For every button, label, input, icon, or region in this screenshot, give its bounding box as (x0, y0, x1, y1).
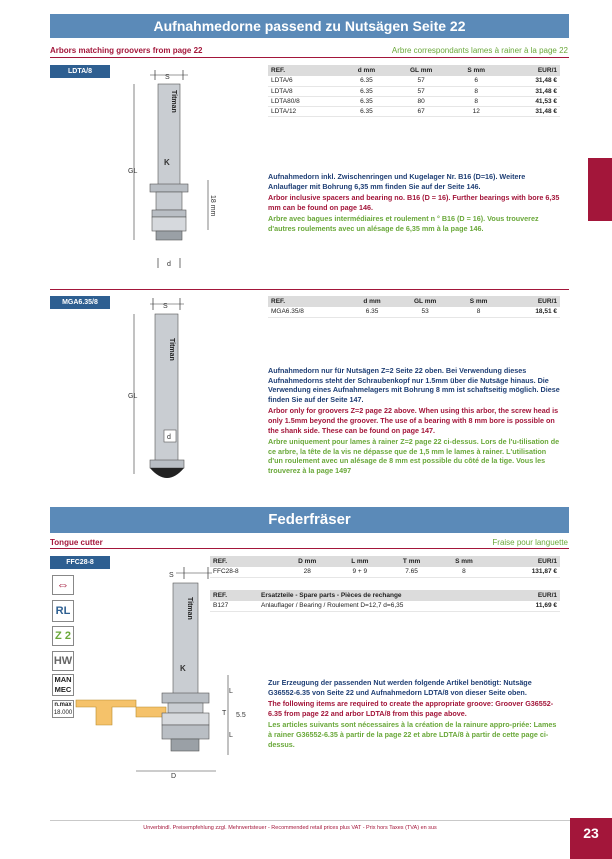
section3-subtitle-en: Tongue cutter (50, 538, 103, 547)
header-divider (50, 57, 569, 58)
shank-mark-1: K (164, 158, 170, 167)
cell: 9 + 9 (334, 567, 386, 577)
col-gl: GL mm (391, 65, 451, 76)
max-speed-icon (52, 700, 74, 718)
subtitle-fr: Arbre correspondants lames à rainer à la page 22 (391, 46, 568, 55)
price-cell: 31,48 € (501, 86, 560, 96)
cell: 6 (451, 76, 501, 86)
section2-table (268, 296, 560, 318)
dim-t-value: 5.5 (236, 712, 246, 719)
man-label: MAN (54, 675, 72, 684)
section3-tag: FFC28-8 (50, 556, 110, 569)
teeth-z2-icon: Z 2 (52, 626, 74, 646)
cell: 8 (438, 567, 491, 577)
table-row (268, 307, 560, 317)
desc-de: Aufnahmedorn inkl. Zwischenringen und Kugelager Nr. B16 (D=16). Weitere Anlauflager mit Bohrung 6,35 mm finden Sie auf der Seite 146. (268, 172, 526, 191)
col-parts: Ersatzteile - Spare parts - Pièces de rechange (258, 590, 513, 601)
page-number: 23 (570, 818, 612, 859)
table-row (268, 96, 560, 106)
cell: 80 (391, 96, 451, 106)
cell: 57 (391, 76, 451, 86)
cell: 7.65 (386, 567, 438, 577)
brand-label-1: Titman (170, 90, 177, 113)
cell: B127 (210, 601, 258, 611)
desc-fr: Arbre avec bagues intermédiaires et roulement n ° B16 (D = 16). Vous trouverez d'autres roulements avec un alésage de 6,35 mm à la page 146. (268, 214, 539, 233)
section3-description (268, 678, 560, 751)
dim-s-label: S (165, 74, 170, 81)
section3-subtitle-fr: Fraise pour languette (492, 538, 568, 547)
cell: LDTA/12 (268, 106, 342, 116)
cell: Anlauflager / Bearing / Roulement D=12,7 d=6,35 (258, 601, 513, 611)
cell: LDTA80/8 (268, 96, 342, 106)
table-row (268, 76, 560, 86)
hw-carbide-icon: HW (52, 651, 74, 671)
section2-description (268, 366, 560, 478)
price-cell: 41,53 € (501, 96, 560, 106)
dim-s-label-3: S (169, 572, 174, 579)
cell: 6.35 (348, 307, 396, 317)
col-price: EUR/1 (501, 65, 560, 76)
side-tab-marker (588, 158, 612, 221)
col-s: S mm (438, 556, 491, 567)
dim-d-label: d (167, 261, 171, 268)
spare-parts-table (210, 590, 560, 612)
cell: LDTA/6 (268, 76, 342, 86)
col-d: d mm (342, 65, 391, 76)
col-ref: REF. (210, 590, 258, 601)
cell: 53 (396, 307, 454, 317)
cell: 67 (391, 106, 451, 116)
section1-tag: LDTA/8 (50, 65, 110, 78)
mec-label: MEC (54, 685, 72, 694)
cell: 6.35 (342, 76, 391, 86)
price-cell: 131,87 € (490, 567, 560, 577)
col-d: d mm (348, 296, 396, 307)
man-mec-icon (52, 674, 74, 696)
nmax-value: 18.000 (53, 710, 73, 716)
brand-label-3: Titman (186, 597, 193, 620)
dim-d-label-3: D (171, 773, 177, 780)
desc-fr: Les articles suivants sont nécessaires à la création de la rainure appro-priée: Lames à rainer G36552-6.35 à partir de la page 22 et abre LDTA/8 à partir de cette page ci-dessus. (268, 720, 557, 749)
cell: FFC28-8 (210, 567, 280, 577)
dim-l-label-bottom: L (229, 732, 233, 739)
cell: 12 (451, 106, 501, 116)
cell: 28 (280, 567, 334, 577)
section3-divider (50, 548, 569, 549)
dim-t-label: T (222, 710, 227, 717)
price-cell: 31,48 € (501, 76, 560, 86)
dim-d-label-2: d (167, 434, 171, 441)
desc-de: Zur Erzeugung der passenden Nut werden folgende Artikel benötigt: Nutsäge G36552-6.35 von Seite 22 und Aufnahmedorn LDTA/8 von dieser Seite oben. (268, 678, 532, 697)
col-gl: GL mm (396, 296, 454, 307)
desc-fr: Arbre uniquement pour lames à rainer Z=2 page 22 ci-dessus. Lors de l'u-tilisation de ce arbre, la tête de la vis ne dépasse que de 1,5 mm le lames à rainer. L'utilisation d'un roulement avec un alésage de 8 mm est possible du côté de la tige. Vous les trouverez à la page 1497 (268, 437, 560, 475)
router-icon: ⇔ (52, 575, 74, 595)
col-s: S mm (451, 65, 501, 76)
footer-note: Unverbindl. Preisempfehlung zzgl. Mehrwertsteuer - Recommended retail prices plus VAT - Prix hors Taxes (TVA) en sus (143, 825, 437, 831)
cell: 6.35 (342, 86, 391, 96)
section3-title: Federfräser (50, 507, 569, 533)
dim-gl-label: GL (128, 168, 138, 175)
col-ref: REF. (210, 556, 280, 567)
col-d: D mm (280, 556, 334, 567)
brand-label-2: Titman (168, 338, 175, 361)
cell: 8 (451, 86, 501, 96)
rotation-rl-icon: RL (52, 600, 74, 622)
table-row (268, 106, 560, 116)
desc-de: Aufnahmedorn nur für Nutsägen Z=2 Seite 22 oben. Bei Verwendung dieses Aufnahmedorns steht der Schraubenkopf nur 1.5mm über die Nutsäge hinaus. Die Verwendung eines Aufnahmelagers mit Bohrung 8 mm ist schaftseitig möglich. Diese finden Sie auf der Seite 147. (268, 366, 560, 404)
nmax-label: n.max (54, 702, 72, 708)
table-row (268, 86, 560, 96)
col-s: S mm (454, 296, 503, 307)
col-price: EUR/1 (490, 556, 560, 567)
section1-drawing (120, 70, 220, 280)
desc-en: Arbor inclusive spacers and bearing no. B16 (D = 16). Further bearings with bore 6,35 mm can be found on page 146. (268, 193, 560, 212)
price-cell: 31,48 € (501, 106, 560, 116)
col-price: EUR/1 (513, 590, 560, 601)
cell: 8 (451, 96, 501, 106)
dim-height-label: 18 mm (209, 195, 216, 217)
dim-l-label-top: L (229, 688, 233, 695)
section2-tag: MGA6.35/8 (50, 296, 110, 309)
price-cell: 11,69 € (513, 601, 560, 611)
footer-divider (50, 820, 570, 821)
col-ref: REF. (268, 65, 342, 76)
col-price: EUR/1 (503, 296, 560, 307)
dim-gl-label-2: GL (128, 393, 138, 400)
cell: LDTA/8 (268, 86, 342, 96)
cell: MGA6.35/8 (268, 307, 348, 317)
section2-drawing (120, 298, 220, 498)
desc-en: Arbor only for groovers Z=2 page 22 above. When using this arbor, the screw head is only 1.5mm beyond the groover. The use of a bearing with 8 mm bore is possible on the shank side. These can be found on page 147. (268, 406, 559, 435)
desc-en: The following items are required to create the appropriate groove: Groover G36552-6.35 from page 22 and arbor LDTA/8 from this page above. (268, 699, 554, 718)
section1-description (268, 172, 560, 236)
col-ref: REF. (268, 296, 348, 307)
cell: 6.35 (342, 96, 391, 106)
cell: 6.35 (342, 106, 391, 116)
section1-table (268, 65, 560, 117)
cell: 8 (454, 307, 503, 317)
section1-divider (50, 289, 569, 290)
table-row (210, 601, 560, 611)
cell: 57 (391, 86, 451, 96)
page-title: Aufnahmedorne passend zu Nutsägen Seite 22 (50, 14, 569, 38)
section3-table (210, 556, 560, 578)
price-cell: 18,51 € (503, 307, 560, 317)
col-t: T mm (386, 556, 438, 567)
dim-s-label-2: S (163, 303, 168, 310)
subtitle-en: Arbors matching groovers from page 22 (50, 46, 203, 55)
table-row (210, 567, 560, 577)
shank-mark-3: K (180, 664, 186, 673)
col-l: L mm (334, 556, 386, 567)
